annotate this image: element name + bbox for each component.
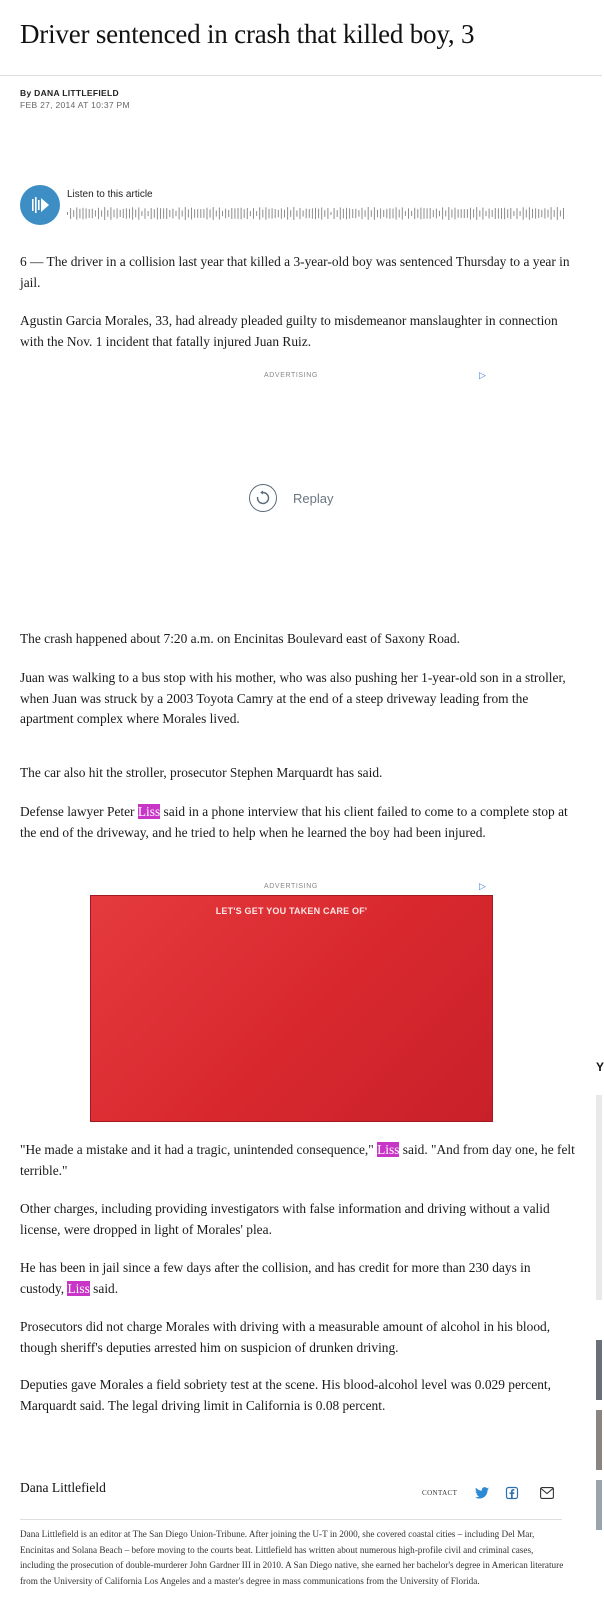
waveform-bar bbox=[414, 208, 415, 219]
waveform-bar bbox=[402, 207, 403, 219]
waveform-bar bbox=[448, 207, 449, 220]
sidebar-heading-fragment: Y bbox=[596, 1060, 604, 1074]
adchoices-triangle-icon[interactable]: ▷ bbox=[479, 882, 486, 892]
waveform-bar bbox=[557, 207, 558, 220]
waveform-bar bbox=[219, 208, 220, 220]
waveform-bar bbox=[510, 208, 511, 219]
waveform-bar bbox=[411, 211, 412, 216]
waveform-bar bbox=[479, 210, 480, 216]
author-name[interactable]: Dana Littlefield bbox=[20, 1480, 106, 1495]
waveform-bar bbox=[445, 210, 446, 216]
waveform-bar bbox=[544, 208, 545, 218]
waveform-bar bbox=[145, 208, 146, 219]
waveform-bar bbox=[284, 210, 285, 218]
waveform-bar bbox=[123, 209, 124, 218]
paragraph-6 bbox=[20, 802, 575, 843]
p7-text-a: "He made a mistake and it had a tragic, unintended consequence," bbox=[20, 1142, 378, 1157]
paragraph-8: Other charges, including providing investigators with false information and driving without a valid license, were dropped in light of Morales' plea. bbox=[20, 1201, 550, 1237]
waveform-bar bbox=[541, 210, 542, 217]
waveform-bar bbox=[216, 210, 217, 216]
waveform-bar bbox=[231, 208, 232, 219]
waveform-bar bbox=[473, 209, 474, 217]
waveform-bar bbox=[433, 210, 434, 217]
waveform-bar bbox=[244, 209, 245, 218]
contact-link[interactable]: CONTACT bbox=[422, 1489, 458, 1497]
waveform-bar bbox=[427, 208, 428, 218]
waveform-bar bbox=[430, 208, 431, 219]
waveform-bar bbox=[188, 209, 189, 217]
paragraph-10: Prosecutors did not charge Morales with driving with a measurable amount of alcohol in his blood, though sheriff's deputies arrested him on suspicion of drunken driving. bbox=[20, 1319, 551, 1355]
waveform-bar bbox=[104, 207, 105, 220]
waveform-bar bbox=[203, 209, 204, 218]
waveform-bar bbox=[349, 208, 350, 218]
p9-text-b: said. bbox=[89, 1280, 119, 1296]
waveform-bar bbox=[306, 209, 307, 219]
waveform-bar bbox=[275, 209, 276, 218]
waveform-bar bbox=[340, 207, 341, 219]
play-waveform-icon bbox=[20, 185, 60, 225]
waveform-bar bbox=[436, 209, 437, 219]
waveform-bar bbox=[148, 211, 149, 216]
facebook-icon[interactable] bbox=[506, 1486, 518, 1500]
waveform-bar bbox=[86, 208, 87, 218]
waveform-bar bbox=[318, 209, 319, 219]
waveform-bar bbox=[489, 209, 490, 219]
waveform-bar bbox=[129, 209, 130, 218]
waveform-bar bbox=[374, 207, 375, 220]
waveform-bar bbox=[396, 207, 397, 219]
waveform-bar bbox=[83, 208, 84, 220]
waveform-bar bbox=[256, 211, 257, 216]
waveform-bar bbox=[194, 209, 195, 217]
waveform-bar bbox=[79, 209, 80, 218]
waveform-bar bbox=[563, 208, 564, 219]
waveform-bar bbox=[303, 210, 304, 216]
p6-text-b: said in a phone interview that his client failed to come to a complete stop at the end of the driveway, and he tried to help when he learned the boy had been injured. bbox=[20, 804, 568, 840]
waveform-bar bbox=[334, 208, 335, 219]
waveform-bar bbox=[309, 209, 310, 218]
waveform-bar bbox=[253, 208, 254, 219]
waveform-bar bbox=[560, 210, 561, 216]
waveform-bar bbox=[272, 208, 273, 218]
waveform-bar bbox=[458, 209, 459, 217]
waveform-bar bbox=[501, 208, 502, 219]
waveform-bar bbox=[486, 211, 487, 216]
waveform-bar bbox=[259, 207, 260, 219]
waveform-bar bbox=[154, 209, 155, 218]
waveform-bar bbox=[504, 208, 505, 220]
waveform-bar bbox=[420, 208, 421, 220]
twitter-icon[interactable] bbox=[475, 1486, 489, 1500]
waveform-bar bbox=[476, 207, 477, 220]
replay-icon bbox=[249, 484, 277, 512]
listen-play-button[interactable] bbox=[20, 185, 60, 225]
waveform-bar bbox=[386, 209, 387, 218]
waveform-bar bbox=[343, 209, 344, 218]
waveform-bar bbox=[324, 210, 325, 217]
waveform-bar bbox=[200, 209, 201, 218]
listen-label: Listen to this article bbox=[67, 189, 153, 200]
paragraph-7 bbox=[20, 1140, 575, 1181]
waveform-bar bbox=[417, 209, 418, 218]
waveform-bar bbox=[451, 210, 452, 218]
waveform-bar bbox=[405, 211, 406, 216]
author-bio: Dana Littlefield is an editor at The San Diego Union-Tribune. After joining the U-T in 2000, she covered coastal cities – including Del Mar, Encinitas and Solana Beach – before moving to the courts beat. Littlefield has written about numerous high-profile civil and criminal cases, including the prosecution of double-murderer John Gardner III in 2010. A San Diego native, she earned her bachelor's degree in American literature from the University of California Los Angeles and a master's degree in mass communications from the University of Florida. bbox=[20, 1529, 564, 1586]
waveform-bar bbox=[442, 207, 443, 219]
sidebar-card-image[interactable] bbox=[596, 1480, 602, 1530]
waveform-bar bbox=[293, 207, 294, 220]
waveform-bar bbox=[166, 208, 167, 219]
waveform-bar bbox=[461, 209, 462, 218]
waveform-bar bbox=[120, 210, 121, 217]
waveform-bar bbox=[238, 208, 239, 219]
paragraph-3: The crash happened about 7:20 a.m. on Encinitas Boulevard east of Saxony Road. bbox=[20, 631, 460, 646]
waveform-bar bbox=[538, 209, 539, 218]
paragraph-9 bbox=[20, 1258, 575, 1299]
waveform-bar bbox=[455, 208, 456, 220]
sidebar-card-image[interactable] bbox=[596, 1095, 602, 1300]
waveform-bar bbox=[132, 207, 133, 219]
waveform-bar bbox=[393, 209, 394, 219]
article-dateline: FEB 27, 2014 AT 10:37 PM bbox=[20, 100, 130, 110]
waveform-bar bbox=[300, 208, 301, 219]
waveform-bar bbox=[210, 209, 211, 217]
article-headline: Driver sentenced in crash that killed boy, 3 bbox=[20, 19, 475, 49]
waveform-bar bbox=[327, 208, 328, 219]
waveform-bar bbox=[532, 209, 533, 218]
waveform-bar bbox=[377, 210, 378, 217]
paragraph-5: The car also hit the stroller, prosecutor Stephen Marquardt has said. bbox=[20, 765, 383, 780]
p6-text-a: Defense lawyer Peter bbox=[20, 804, 138, 819]
waveform-bar bbox=[73, 210, 74, 217]
ad-creative[interactable] bbox=[90, 895, 493, 1122]
waveform-bar bbox=[101, 210, 102, 216]
waveform-bar bbox=[163, 208, 164, 218]
waveform-bar bbox=[554, 210, 555, 217]
waveform-bar bbox=[135, 210, 136, 218]
waveform-bar bbox=[151, 208, 152, 219]
highlighted-term: Liss bbox=[377, 1142, 400, 1157]
waveform-bar bbox=[507, 209, 508, 218]
paragraph-2: Agustin Garcia Morales, 33, had already pleaded guilty to misdemeanor manslaughter in connection with the Nov. 1 incident that fatally injured Juan Ruiz. bbox=[20, 313, 558, 349]
ad-label-2: ADVERTISING bbox=[264, 883, 318, 890]
paragraph-1: 6 — The driver in a collision last year that killed a 3-year-old boy was sentenced Thursday to a year in jail. bbox=[20, 254, 570, 290]
waveform-bar bbox=[182, 210, 183, 216]
p7-text-b: said. "And from day one, he felt terrible." bbox=[20, 1142, 575, 1178]
waveform-bar bbox=[513, 211, 514, 216]
waveform-bar bbox=[172, 209, 173, 219]
waveform-bar bbox=[114, 210, 115, 218]
waveform-bar bbox=[492, 210, 493, 217]
waveform-bar bbox=[269, 209, 270, 218]
waveform-bar bbox=[138, 207, 139, 219]
waveform-bar bbox=[517, 208, 518, 219]
waveform-bar bbox=[380, 208, 381, 218]
waveform-bar bbox=[98, 208, 99, 219]
waveform-bar bbox=[548, 210, 549, 218]
waveform-bar bbox=[498, 208, 499, 218]
waveform-bar bbox=[67, 212, 68, 215]
author-divider bbox=[20, 1519, 562, 1520]
waveform-bar bbox=[89, 209, 90, 218]
waveform-bar bbox=[355, 209, 356, 218]
article-byline[interactable]: By DANA LITTLEFIELD bbox=[20, 88, 119, 98]
waveform-bar bbox=[141, 211, 142, 216]
waveform-bar bbox=[197, 209, 198, 218]
waveform-bar bbox=[160, 208, 161, 219]
waveform-bar bbox=[337, 210, 338, 217]
waveform-bar bbox=[495, 208, 496, 219]
waveform-bar bbox=[241, 208, 242, 220]
waveform-bar bbox=[76, 207, 77, 219]
p9-text-a: He has been in jail since a few days after the collision, and has credit for more than 230 days in custody, bbox=[20, 1260, 531, 1296]
waveform-bar bbox=[439, 211, 440, 217]
waveform-bar bbox=[281, 208, 282, 218]
waveform-bar bbox=[315, 208, 316, 219]
waveform-bar bbox=[352, 209, 353, 218]
waveform-bar bbox=[222, 211, 223, 216]
waveform-bar bbox=[169, 210, 170, 217]
header-divider bbox=[0, 75, 602, 76]
sidebar-card-image[interactable] bbox=[596, 1340, 602, 1400]
waveform-bar bbox=[467, 209, 468, 218]
waveform-bar bbox=[535, 208, 536, 218]
email-icon[interactable] bbox=[540, 1486, 554, 1500]
waveform-bar bbox=[362, 208, 363, 219]
waveform-bar bbox=[185, 207, 186, 220]
waveform-bar bbox=[470, 208, 471, 220]
highlighted-term: Liss bbox=[137, 804, 161, 819]
waveform-bar bbox=[157, 208, 158, 220]
waveform-bar bbox=[296, 210, 297, 216]
waveform-bar bbox=[371, 210, 372, 217]
replay-label: Replay bbox=[293, 491, 334, 506]
waveform-bar bbox=[191, 208, 192, 220]
waveform-bar bbox=[262, 210, 263, 218]
waveform-bar bbox=[265, 207, 266, 219]
waveform-bar bbox=[250, 211, 251, 216]
waveform-bar bbox=[228, 210, 229, 217]
waveform-bar bbox=[247, 208, 248, 219]
waveform-bar bbox=[117, 208, 118, 218]
waveform-bar bbox=[92, 209, 93, 219]
paragraph-11: Deputies gave Morales a field sobriety test at the scene. His blood-alcohol level was 0.029 percent, Marquardt said. The legal driving limit in California is 0.08 percent. bbox=[20, 1377, 551, 1413]
waveform-bar bbox=[346, 208, 347, 220]
waveform-bar bbox=[278, 210, 279, 217]
waveform-bar bbox=[110, 207, 111, 220]
waveform-bar bbox=[331, 212, 332, 215]
adchoices-triangle-icon[interactable]: ▷ bbox=[479, 371, 486, 381]
waveform-bar bbox=[287, 207, 288, 220]
waveform-bar bbox=[179, 208, 180, 220]
waveform-bar bbox=[529, 207, 530, 219]
paragraph-4: Juan was walking to a bus stop with his mother, who was also pushing her 1-year-old son in a stroller, when Juan was struck by a 2003 Toyota Camry at the end of a steep driveway leading from the apartment complex where Morales lived. bbox=[20, 670, 566, 726]
waveform-bar bbox=[399, 210, 400, 218]
waveform-bar bbox=[290, 210, 291, 217]
waveform-bar bbox=[523, 207, 524, 219]
waveform-bar bbox=[213, 207, 214, 220]
waveform-bar bbox=[207, 208, 208, 220]
waveform-bar bbox=[389, 208, 390, 219]
audio-waveform[interactable] bbox=[67, 206, 564, 221]
waveform-bar bbox=[176, 211, 177, 216]
waveform-bar bbox=[321, 208, 322, 220]
waveform-bar bbox=[520, 211, 521, 216]
sidebar-card-image[interactable] bbox=[596, 1410, 602, 1470]
waveform-bar bbox=[234, 208, 235, 218]
waveform-bar bbox=[464, 209, 465, 218]
waveform-bar bbox=[551, 207, 552, 220]
waveform-bar bbox=[358, 210, 359, 217]
ad-label: ADVERTISING bbox=[264, 372, 318, 379]
waveform-bar bbox=[312, 208, 313, 218]
waveform-bar bbox=[408, 208, 409, 218]
waveform-bar bbox=[526, 210, 527, 218]
waveform-bar bbox=[424, 208, 425, 219]
waveform-bar bbox=[383, 210, 384, 217]
waveform-bar bbox=[482, 208, 483, 220]
waveform-bar bbox=[126, 208, 127, 219]
waveform-bar bbox=[368, 207, 369, 220]
highlighted-term: Liss bbox=[67, 1280, 90, 1296]
waveform-bar bbox=[70, 208, 71, 219]
waveform-bar bbox=[365, 210, 366, 217]
ad-creative-text: LET'S GET YOU TAKEN CARE OF' bbox=[215, 906, 368, 916]
waveform-bar bbox=[225, 209, 226, 219]
waveform-bar bbox=[107, 210, 108, 217]
waveform-bar bbox=[95, 210, 96, 216]
